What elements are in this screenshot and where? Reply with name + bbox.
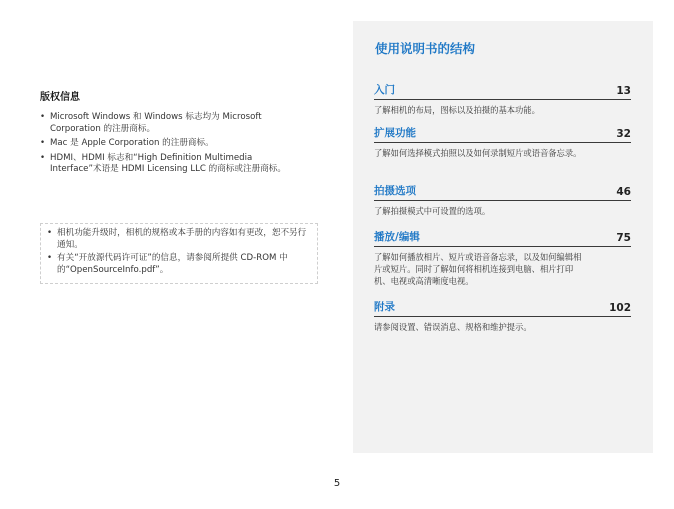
- manual-structure-panel: [353, 21, 653, 453]
- note-box: [40, 223, 318, 284]
- section-page: 46: [616, 186, 631, 198]
- copyright-section: [40, 88, 295, 179]
- section-title[interactable]: 拍摄选项: [374, 185, 416, 197]
- copyright-item: • Mac 是 Apple Corporation 的注册商标。: [40, 138, 295, 150]
- copyright-list: [40, 112, 295, 176]
- section-description: 了解拍摄模式中可设置的选项。: [374, 206, 491, 216]
- note-item: • 相机功能升级时，相机的规格或本手册的内容如有更改，恕不另行通知。: [47, 228, 311, 251]
- section-page: 75: [616, 232, 631, 244]
- note-list: [47, 228, 311, 276]
- copyright-item: • HDMI、HDMI 标志和“High Definition Multimedia Interface”术语是 HDMI Licensing LLC 的商标或注册商标。: [40, 153, 295, 176]
- section-shooting-options[interactable]: [374, 183, 631, 217]
- section-playback-editing[interactable]: [374, 229, 631, 287]
- section-title[interactable]: 附录: [374, 301, 395, 313]
- section-page: 32: [616, 128, 631, 140]
- section-header: [374, 125, 631, 143]
- page-number: 5: [333, 478, 341, 489]
- copyright-heading: 版权信息: [40, 92, 80, 103]
- section-extended-functions[interactable]: [374, 125, 631, 159]
- section-header: [374, 299, 631, 317]
- section-description: 请参阅设置、错误消息、规格和维护提示。: [374, 322, 532, 332]
- section-appendix[interactable]: [374, 299, 631, 333]
- copyright-item: • Microsoft Windows 和 Windows 标志均为 Microsoft Corporation 的注册商标。: [40, 112, 295, 135]
- section-title[interactable]: 播放/编辑: [374, 231, 420, 243]
- section-description: 了解相机的布局，图标以及拍摄的基本功能。: [374, 105, 540, 115]
- panel-title: 使用说明书的结构: [375, 41, 476, 56]
- section-description: 了解如何播放相片、短片或语音备忘录，以及如何编辑相片或短片。同时了解如何将相机连接到电脑、相片打印机、电视或高清晰度电视。: [374, 252, 582, 286]
- section-page: 102: [609, 302, 631, 314]
- section-page: 13: [616, 85, 631, 97]
- section-getting-started[interactable]: [374, 82, 631, 116]
- note-item: • 有关“开放源代码许可证”的信息，请参阅所提供 CD-ROM 中的“OpenSourceInfo.pdf”。: [47, 253, 311, 276]
- section-header: [374, 229, 631, 247]
- section-title[interactable]: 扩展功能: [374, 127, 416, 139]
- section-header: [374, 183, 631, 201]
- section-description: 了解如何选择模式拍照以及如何录制短片或语音备忘录。: [374, 148, 582, 158]
- section-title[interactable]: 入门: [374, 84, 395, 96]
- section-header: [374, 82, 631, 100]
